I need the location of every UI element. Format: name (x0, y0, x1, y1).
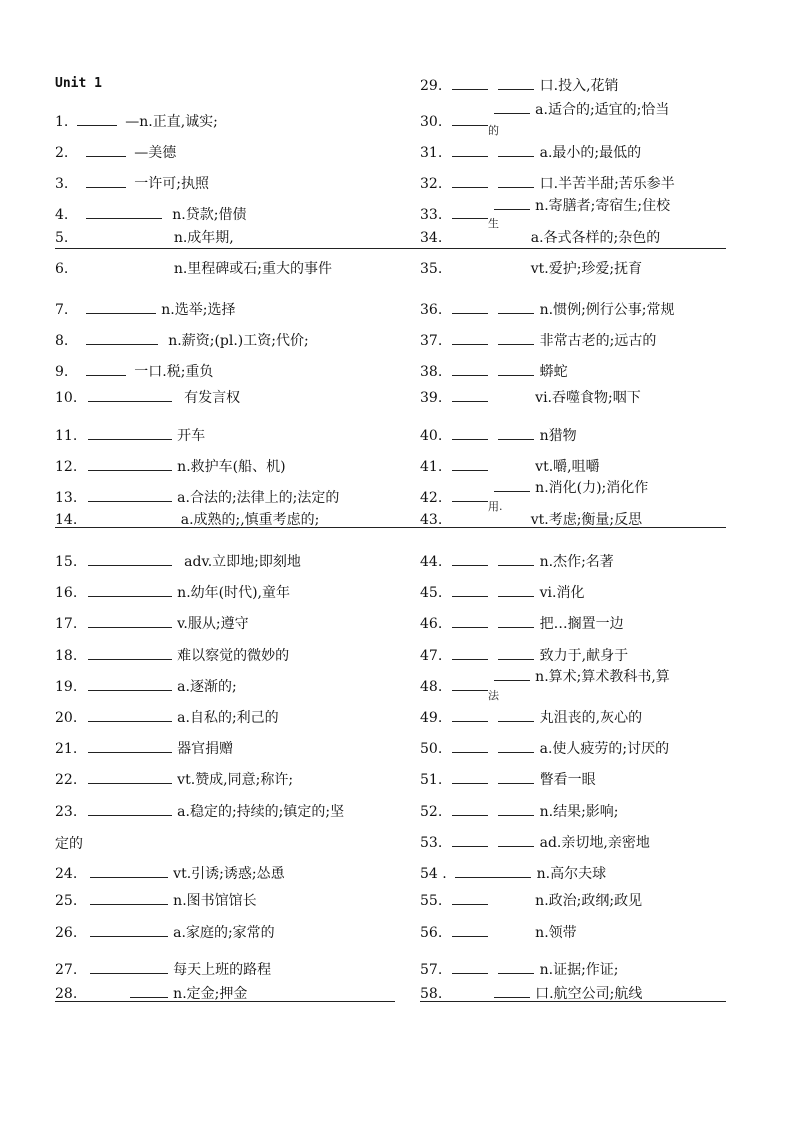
item-number: 56. (420, 925, 443, 941)
answer-blank[interactable] (90, 864, 168, 878)
item-definition: a.成熟的;,慎重考虑的; (180, 512, 320, 528)
answer-blank[interactable] (452, 300, 488, 314)
item-definition: v.服从;遵守 (177, 616, 249, 632)
item-number: 34. (420, 230, 443, 246)
item-definition: n.选举;选择 (161, 302, 236, 318)
item-number: 44. (420, 554, 443, 570)
item-number: 55. (420, 893, 443, 909)
answer-blank[interactable] (498, 802, 534, 816)
item-definition: a.自私的;利己的 (177, 710, 279, 726)
answer-blank[interactable] (88, 388, 172, 402)
answer-blank[interactable] (498, 331, 534, 345)
vocab-item (55, 388, 240, 406)
item-definition: 器官捐赠 (177, 741, 234, 757)
overflow-text: 的 (488, 124, 499, 137)
item-number: 57. (420, 962, 443, 978)
item-number: 45. (420, 585, 443, 601)
item-definition: vt.赞成,同意;称许; (177, 772, 294, 788)
answer-blank[interactable] (88, 677, 172, 691)
item-number: 40. (420, 428, 443, 444)
item-definition: 开车 (177, 428, 206, 444)
item-definition: vt.爱护;珍爱;抚育 (530, 261, 643, 277)
vocab-item (420, 174, 675, 192)
vocab-item (55, 583, 290, 601)
item-number: 27. (55, 962, 78, 978)
answer-blank[interactable] (494, 478, 530, 492)
item-definition: n.消化(力);消化作 (535, 480, 649, 496)
answer-blank[interactable] (452, 923, 488, 937)
item-number: 21. (55, 741, 78, 757)
item-definition: —n.正直,诚实; (125, 114, 218, 130)
answer-blank[interactable] (498, 583, 534, 597)
answer-blank[interactable] (452, 614, 488, 628)
vocab-item (55, 984, 247, 1002)
answer-blank[interactable] (498, 143, 534, 157)
answer-blank[interactable] (498, 614, 534, 628)
item-definition: 把…搁置一边 (539, 616, 624, 632)
item-number: 29. (420, 78, 443, 94)
item-number: 16. (55, 585, 78, 601)
item-definition: a.适合的;适宜的;恰当 (535, 102, 670, 118)
answer-blank[interactable] (90, 960, 168, 974)
divider-line (55, 248, 726, 249)
vocab-item (55, 802, 344, 820)
item-definition: n.定金;押金 (173, 986, 248, 1002)
vocab-item (55, 488, 339, 506)
vocab-item (55, 229, 234, 247)
vocab-item (55, 923, 275, 941)
item-definition: n.薪资;(pl.)工资;代价; (168, 333, 309, 349)
answer-blank[interactable] (498, 646, 534, 660)
answer-blank[interactable] (494, 196, 530, 210)
answer-blank[interactable] (452, 174, 488, 188)
answer-blank[interactable] (90, 891, 168, 905)
item-definition: n.政治;政纲;政见 (535, 893, 643, 909)
item-number: 8. (55, 333, 69, 349)
item-definition: 每天上班的路程 (173, 962, 272, 978)
overflow-text: 生 (488, 217, 499, 230)
answer-blank[interactable] (498, 174, 534, 188)
item-number: 54 . (420, 866, 447, 882)
item-definition: a.合法的;法律上的;法定的 (177, 490, 340, 506)
vocab-item (55, 112, 218, 130)
item-definition: n.证据;作证; (539, 962, 619, 978)
answer-blank[interactable] (452, 833, 488, 847)
item-number: 36. (420, 302, 443, 318)
answer-blank[interactable] (452, 960, 488, 974)
item-number: 13. (55, 490, 78, 506)
answer-blank[interactable] (494, 984, 530, 998)
vocab-item (420, 614, 624, 632)
item-definition: n.惯例;例行公事;常规 (539, 302, 675, 318)
item-number: 51. (420, 772, 443, 788)
vocab-item (420, 76, 619, 94)
answer-blank[interactable] (494, 667, 530, 681)
answer-blank[interactable] (452, 76, 488, 90)
answer-blank[interactable] (88, 426, 172, 440)
item-number: 23. (55, 804, 78, 820)
vocab-item (55, 362, 213, 380)
vocab-item (55, 260, 332, 278)
item-number: 35. (420, 261, 443, 277)
item-number: 26. (55, 925, 78, 941)
vocab-item (55, 174, 209, 192)
item-definition: 难以察觉的微妙的 (177, 648, 290, 664)
item-definition: a.各式各样的;杂色的 (530, 230, 661, 246)
vocab-item (420, 457, 600, 475)
answer-blank[interactable] (498, 362, 534, 376)
item-number: 6. (55, 261, 69, 277)
item-definition: n.贷款;借债 (172, 207, 247, 223)
vocab-item (55, 614, 249, 632)
answer-blank[interactable] (88, 770, 172, 784)
item-definition: n.里程碑或石;重大的事件 (173, 261, 332, 277)
item-definition: 一口.税;重负 (134, 364, 214, 380)
item-number: 3. (55, 176, 69, 192)
vocab-item (420, 770, 596, 788)
vocab-item (420, 864, 606, 882)
item-definition: 口.投入,花销 (539, 78, 619, 94)
overflow-text: 法 (488, 689, 499, 702)
item-definition: 一许可;执照 (134, 176, 209, 192)
item-definition: vi.吞噬食物;咽下 (535, 390, 641, 406)
vocab-item (55, 864, 285, 882)
vocab-item (420, 552, 614, 570)
answer-blank[interactable] (455, 864, 531, 878)
item-definition: 口.航空公司;航线 (535, 986, 643, 1002)
item-number: 10. (55, 390, 78, 406)
vocab-item (55, 426, 205, 444)
answer-blank[interactable] (498, 300, 534, 314)
vocab-item (420, 300, 675, 318)
answer-blank[interactable] (86, 174, 126, 188)
item-number: 22. (55, 772, 78, 788)
vocab-item (420, 388, 641, 406)
answer-blank[interactable] (88, 488, 172, 502)
item-number: 17. (55, 616, 78, 632)
vocab-item (55, 331, 309, 349)
item-number: 58. (420, 986, 443, 1002)
item-number-row (420, 112, 488, 130)
item-number: 42. (420, 490, 443, 506)
vocab-item (55, 677, 237, 695)
answer-blank[interactable] (86, 300, 156, 314)
vocab-item (420, 984, 642, 1002)
item-number: 31. (420, 145, 443, 161)
item-number: 32. (420, 176, 443, 192)
item-definition: n.成年期, (173, 230, 234, 246)
item-definition: vt.嚼,咀嚼 (535, 459, 600, 475)
item-number: 1. (55, 114, 69, 130)
vocab-item (420, 143, 641, 161)
answer-blank[interactable] (88, 583, 172, 597)
answer-blank[interactable] (498, 960, 534, 974)
answer-blank[interactable] (452, 802, 488, 816)
answer-blank[interactable] (88, 457, 172, 471)
answer-blank[interactable] (77, 112, 117, 126)
item-definition: 致力于,献身于 (539, 648, 629, 664)
answer-blank[interactable] (86, 362, 126, 376)
item-definition: n.图书馆馆长 (173, 893, 257, 909)
answer-blank[interactable] (498, 833, 534, 847)
answer-blank[interactable] (86, 331, 158, 345)
answer-blank[interactable] (86, 205, 162, 219)
vocab-item (420, 362, 568, 380)
item-definition: n.高尔夫球 (536, 866, 607, 882)
vocab-item (420, 802, 619, 820)
answer-blank[interactable] (452, 770, 488, 784)
answer-blank[interactable] (130, 984, 168, 998)
item-number: 37. (420, 333, 443, 349)
answer-blank[interactable] (452, 426, 488, 440)
answer-blank[interactable] (90, 923, 168, 937)
answer-blank[interactable] (452, 362, 488, 376)
item-number: 28. (55, 986, 78, 1002)
vocab-item (55, 552, 301, 570)
answer-blank[interactable] (498, 426, 534, 440)
item-definition: 有发言权 (184, 390, 241, 406)
answer-blank[interactable] (88, 802, 172, 816)
item-definition: n猎物 (539, 428, 577, 444)
answer-blank[interactable] (88, 739, 172, 753)
answer-blank[interactable] (452, 552, 488, 566)
answer-blank[interactable] (452, 708, 488, 722)
item-definition: n.结果;影响; (539, 804, 619, 820)
answer-blank[interactable] (88, 614, 172, 628)
vocab-item (55, 960, 271, 978)
vocab-item (55, 891, 257, 909)
vocab-item (420, 646, 628, 664)
item-number-row (420, 205, 488, 223)
item-definition: n.救护车(船、机) (177, 459, 286, 475)
item-number: 2. (55, 145, 69, 161)
vocab-item (55, 511, 319, 529)
item-number: 41. (420, 459, 443, 475)
vocab-item (420, 583, 584, 601)
item-number: 15. (55, 554, 78, 570)
answer-blank[interactable] (498, 739, 534, 753)
answer-blank[interactable] (498, 76, 534, 90)
item-number: 24. (55, 866, 78, 882)
item-definition: 非常古老的;远古的 (539, 333, 657, 349)
item-number: 30. (420, 114, 443, 130)
unit-title: Unit 1 (55, 76, 102, 91)
item-number: 20. (55, 710, 78, 726)
item-definition: n.算术;算术教科书,算 (535, 669, 670, 685)
item-number: 47. (420, 648, 443, 664)
answer-blank[interactable] (498, 770, 534, 784)
item-number: 25. (55, 893, 78, 909)
item-number-row (420, 677, 488, 695)
vocab-item (420, 229, 660, 247)
answer-blank[interactable] (452, 112, 488, 126)
item-definition: vt.引诱;诱惑;怂恿 (173, 866, 285, 882)
vocab-item (420, 511, 642, 529)
answer-blank[interactable] (452, 646, 488, 660)
item-definition: 口.半苦半甜;苦乐参半 (539, 176, 675, 192)
item-number: 12. (55, 459, 78, 475)
item-number: 38. (420, 364, 443, 380)
item-definition: n.领带 (535, 925, 577, 941)
vocab-item (420, 260, 642, 278)
item-definition: ad.亲切地,亲密地 (539, 835, 650, 851)
item-number: 9. (55, 364, 69, 380)
vocab-item (55, 205, 246, 223)
answer-blank[interactable] (86, 143, 126, 157)
vocab-item (55, 708, 279, 726)
overflow-text: 用. (488, 500, 503, 513)
answer-blank[interactable] (452, 205, 488, 219)
item-number-row (420, 488, 488, 506)
item-definition: a.逐渐的; (177, 679, 237, 695)
answer-blank[interactable] (452, 891, 488, 905)
item-number: 46. (420, 616, 443, 632)
answer-blank[interactable] (494, 100, 530, 114)
item-number: 43. (420, 512, 443, 528)
vocab-item (420, 960, 619, 978)
item-number: 48. (420, 679, 443, 695)
item-number: 7. (55, 302, 69, 318)
answer-blank[interactable] (88, 646, 172, 660)
item-definition: n.杰作;名著 (539, 554, 614, 570)
vocab-item (420, 891, 642, 909)
vocab-item (420, 331, 656, 349)
answer-blank[interactable] (452, 677, 488, 691)
answer-blank[interactable] (498, 552, 534, 566)
item-definition: a.稳定的;持续的;镇定的;坚 (177, 804, 345, 820)
item-definition: n.寄膳者;寄宿生;住校 (535, 198, 671, 214)
vocab-item (420, 833, 650, 851)
vocab-item (420, 708, 642, 726)
answer-blank[interactable] (452, 388, 488, 402)
item-definition: adv.立即地;即刻地 (184, 554, 301, 570)
item-number: 4. (55, 207, 69, 223)
item-definition: 蟒蛇 (539, 364, 568, 380)
item-definition: n.幼年(时代),童年 (177, 585, 291, 601)
item-number: 11. (55, 428, 78, 444)
answer-blank[interactable] (452, 457, 488, 471)
vocab-item (420, 426, 577, 444)
item-definition: a.家庭的;家常的 (173, 925, 275, 941)
vocab-item (55, 300, 235, 318)
answer-blank[interactable] (452, 331, 488, 345)
answer-blank[interactable] (452, 583, 488, 597)
item-definition: vi.消化 (539, 585, 585, 601)
item-number: 50. (420, 741, 443, 757)
vocab-item (420, 739, 669, 757)
answer-blank[interactable] (452, 143, 488, 157)
item-number: 49. (420, 710, 443, 726)
answer-blank[interactable] (498, 708, 534, 722)
item-number: 52. (420, 804, 443, 820)
item-definition: a.使人疲劳的;讨厌的 (539, 741, 670, 757)
item-number: 39. (420, 390, 443, 406)
vocab-item (55, 770, 293, 788)
answer-blank[interactable] (452, 488, 488, 502)
item-definition: —美德 (134, 145, 177, 161)
answer-blank[interactable] (88, 552, 172, 566)
answer-blank[interactable] (88, 708, 172, 722)
item-definition: a.最小的;最低的 (539, 145, 642, 161)
item-number: 19. (55, 679, 78, 695)
item-number: 53. (420, 835, 443, 851)
answer-blank[interactable] (452, 739, 488, 753)
item-definition-continuation: 定的 (55, 836, 83, 852)
item-definition: 瞥看一眼 (539, 772, 596, 788)
item-definition: 丸沮丧的,灰心的 (539, 710, 643, 726)
vocab-item (55, 457, 286, 475)
item-number: 33. (420, 207, 443, 223)
vocab-item (55, 739, 233, 757)
item-number: 18. (55, 648, 78, 664)
vocab-item (420, 923, 577, 941)
item-number: 5. (55, 230, 69, 246)
item-number: 14. (55, 512, 78, 528)
item-definition: vt.考虑;衡量;反思 (530, 512, 643, 528)
vocab-item (55, 143, 176, 161)
vocab-item (55, 646, 289, 664)
